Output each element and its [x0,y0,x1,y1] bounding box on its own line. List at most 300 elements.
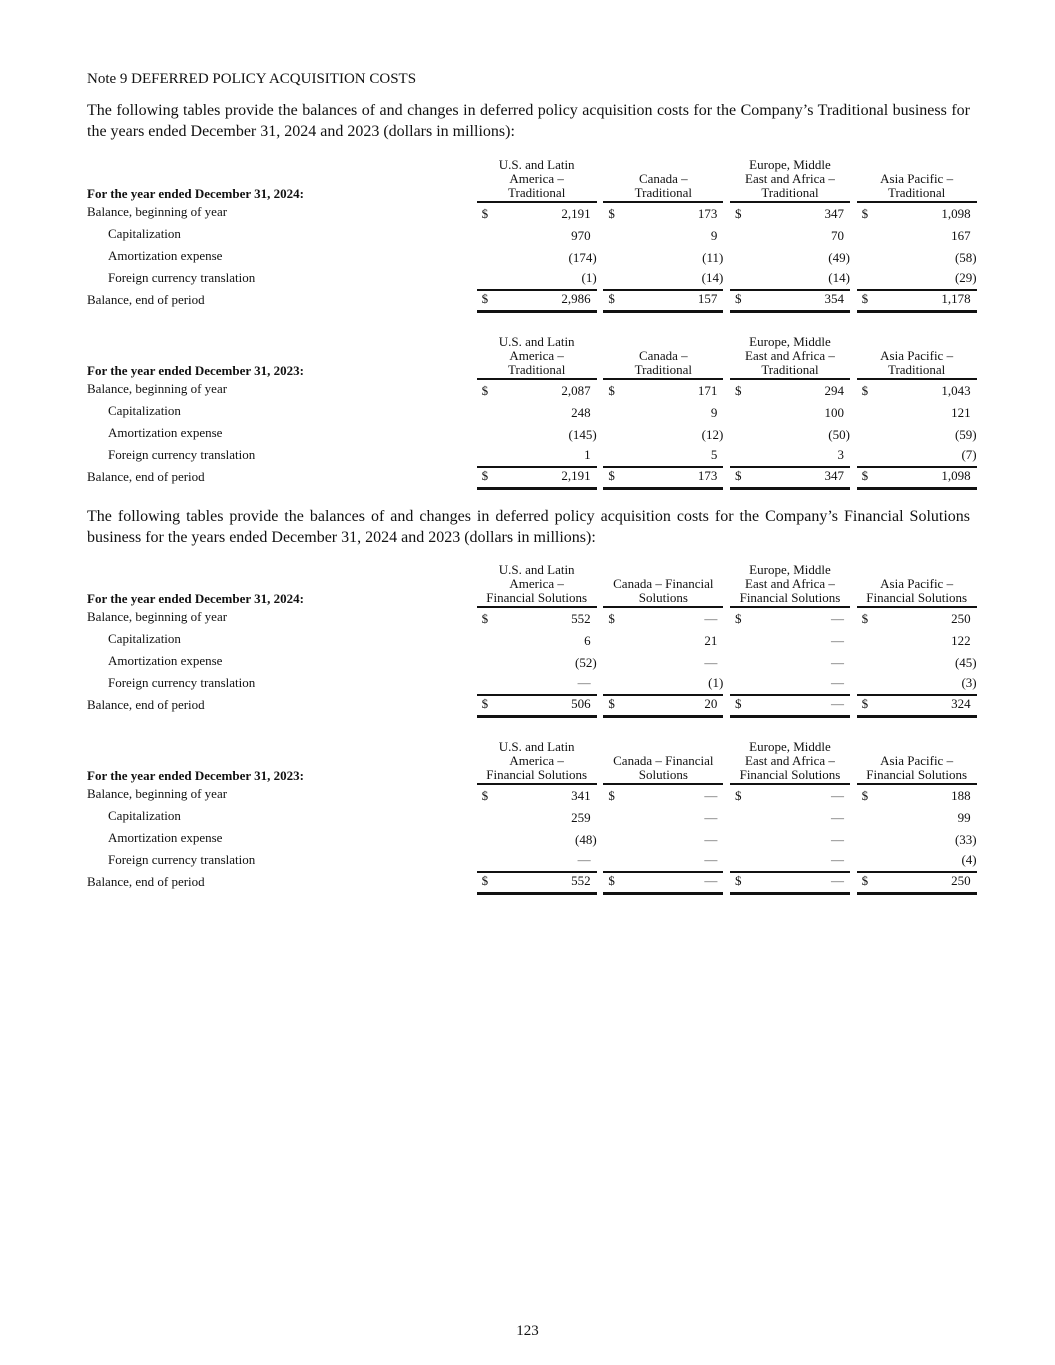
value-cell [730,873,850,895]
row-label: Balance, end of period [87,697,205,712]
value-cell [857,788,977,807]
value-cell [477,272,597,291]
value-cell [730,832,850,851]
value: — [830,788,844,803]
column-header-line: Traditional [887,362,946,377]
table-traditional-2023 [87,334,977,490]
value: 6 [584,633,591,648]
value: — [704,788,718,803]
value-cell [603,468,723,490]
value-cell [730,854,850,873]
row-label: Capitalization [108,631,181,646]
value: (50) [828,427,850,442]
value: 20 [704,696,718,711]
value-cell [730,696,850,718]
value-cell [477,655,597,674]
value-cell [477,677,597,696]
row-label: Amortization expense [108,248,223,263]
table-row [87,424,977,446]
column-header [603,349,723,380]
value: 2,986 [561,291,591,306]
value-cell [730,655,850,674]
table-row [87,247,977,269]
currency-symbol: $ [861,206,869,221]
currency-symbol: $ [608,611,615,626]
currency-symbol: $ [608,788,615,803]
value-cell [603,449,723,468]
currency-symbol: $ [481,468,489,483]
value-cell [730,468,850,490]
currency-symbol: $ [608,873,615,888]
value: 122 [951,633,971,648]
value-cell [857,272,977,291]
value: — [704,611,718,626]
value-cell [857,291,977,313]
value: (1) [708,675,724,690]
column-header-line: Canada – [638,171,688,186]
column-header-line: East and Africa – [745,753,835,768]
value: 294 [824,383,844,398]
value: 157 [697,291,718,306]
table-row [87,851,977,873]
value: — [830,696,844,711]
value-cell [857,228,977,247]
value: — [704,852,718,867]
currency-symbol: $ [861,383,869,398]
value-cell [603,405,723,424]
column-header-line: Canada – Financial [613,753,714,768]
value: (7) [961,447,977,462]
value-cell [477,449,597,468]
currency-symbol: $ [481,696,489,711]
value-cell [730,405,850,424]
value: (45) [954,655,977,670]
value: — [830,633,844,648]
currency-symbol: $ [481,206,489,221]
value-cell [730,383,850,402]
column-header-line: Europe, Middle [749,739,831,754]
value-cell [857,449,977,468]
value: 121 [951,405,971,420]
column-header-line: East and Africa – [745,576,835,591]
column-header [603,754,723,785]
value: 341 [571,788,591,803]
value-cell [477,250,597,269]
value-cell [477,810,597,829]
column-header-line: Traditional [634,362,692,377]
column-header-line: Asia Pacific – [880,171,954,186]
table-header [87,158,970,203]
value-cell [730,250,850,269]
column-header [603,577,723,608]
value: — [704,810,718,825]
value-cell [857,405,977,424]
column-header-line: Financial Solutions [866,590,967,605]
value: 347 [824,206,844,221]
value-cell [477,468,597,490]
value: — [830,675,844,690]
value-cell [857,611,977,630]
column-header-line: Financial Solutions [486,590,588,605]
table-title: For the year ended December 31, 2024: [87,186,304,201]
table-header [87,563,970,608]
value: 250 [951,873,971,888]
row-label: Balance, beginning of year [87,381,228,396]
column-header-line: U.S. and Latin [498,334,575,349]
currency-symbol: $ [734,291,742,306]
value-cell [857,873,977,895]
column-header-line: America – [509,753,564,768]
row-label: Balance, end of period [87,292,205,307]
column-header [730,335,850,380]
value-cell [603,427,723,446]
table-row [87,696,970,718]
value-cell [857,206,977,225]
value-cell [477,427,597,446]
table-title: For the year ended December 31, 2023: [87,768,304,783]
currency-symbol: $ [861,873,869,888]
value: 173 [697,206,718,221]
table-row [87,785,970,807]
column-header-line: Financial Solutions [866,767,967,782]
table-row [87,829,977,851]
column-header-line: Solutions [638,767,688,782]
value-cell [477,832,597,851]
value: — [830,655,844,670]
value: (174) [568,250,597,265]
value: — [830,832,844,847]
value: — [830,873,844,888]
table-traditional-2024 [87,157,977,313]
value: 100 [824,405,844,420]
value: (11) [702,250,724,265]
value-cell [603,696,723,718]
value-cell [603,633,723,652]
value: 167 [951,228,971,243]
value-cell [857,250,977,269]
column-header-line: Asia Pacific – [880,348,954,363]
column-header-line: Europe, Middle [749,334,831,349]
column-header-line: Traditional [761,362,819,377]
value: — [830,810,844,825]
value-cell [857,832,977,851]
row-label: Capitalization [108,403,181,418]
value: 552 [571,873,591,888]
column-header [730,158,850,203]
column-header-line: U.S. and Latin [498,562,575,577]
value-cell [857,383,977,402]
row-label: Balance, beginning of year [87,786,228,801]
table-row [87,873,970,895]
column-header-line: U.S. and Latin [498,157,575,172]
value-cell [603,810,723,829]
value: 970 [571,228,591,243]
row-label: Balance, end of period [87,874,205,889]
row-label: Amortization expense [108,425,223,440]
column-header-line: Solutions [638,590,688,605]
table-row [87,630,970,652]
column-header-line: America – [509,171,564,186]
value: — [704,655,718,670]
value-cell [477,854,597,873]
column-header-line: East and Africa – [745,348,835,363]
value: (3) [961,675,977,690]
currency-symbol: $ [734,788,742,803]
value-cell [730,206,850,225]
value: 259 [571,810,591,825]
value: (49) [828,250,850,265]
row-label: Capitalization [108,226,181,241]
value-cell [857,468,977,490]
column-header-line: Canada – Financial [613,576,714,591]
note-title: Note 9 DEFERRED POLICY ACQUISITION COSTS [87,71,417,87]
value-cell [857,633,977,652]
value-cell [477,633,597,652]
value: 70 [830,228,844,243]
value-cell [603,383,723,402]
table-row [87,468,970,490]
column-header-line: East and Africa – [745,171,835,186]
value: 1,098 [941,468,971,483]
value: (48) [574,832,597,847]
value-cell [603,611,723,630]
value: 1 [584,447,591,462]
value: 173 [697,468,718,483]
column-header-line: Traditional [634,185,692,200]
value: (52) [574,655,597,670]
column-header-line: America – [509,348,564,363]
currency-symbol: $ [861,611,869,626]
value: — [830,852,844,867]
value-cell [730,611,850,630]
row-label: Balance, beginning of year [87,609,228,624]
value: 248 [571,405,591,420]
value: — [704,873,718,888]
row-label: Foreign currency translation [108,447,256,462]
value: (14) [828,270,850,285]
table-row [87,380,970,402]
value: (33) [954,832,977,847]
value: (59) [954,427,977,442]
value-cell [603,206,723,225]
table-row [87,269,977,291]
value-cell [730,810,850,829]
value: 9 [710,228,718,243]
value: (29) [954,270,977,285]
column-header-line: Traditional [508,185,566,200]
value: 2,191 [561,206,591,221]
value: — [830,611,844,626]
currency-symbol: $ [481,788,489,803]
value-cell [477,873,597,895]
currency-symbol: $ [861,291,869,306]
table-row [87,291,970,313]
value-cell [603,832,723,851]
value: 5 [710,447,718,462]
row-label: Amortization expense [108,830,223,845]
table-row [87,402,970,424]
value-cell [603,873,723,895]
value-cell [603,655,723,674]
column-header-line: Canada – [638,348,688,363]
value: 552 [571,611,591,626]
value: 2,087 [561,383,591,398]
value: 506 [571,696,591,711]
table-row [87,203,970,225]
column-header-line: Traditional [761,185,819,200]
column-header-line: Financial Solutions [486,767,588,782]
row-label: Foreign currency translation [108,852,256,867]
value-cell [730,788,850,807]
value: (145) [568,427,597,442]
value-cell [730,633,850,652]
value: 9 [710,405,718,420]
value-cell [477,405,597,424]
column-header-line: Asia Pacific – [880,576,954,591]
value-cell [477,696,597,718]
intro-financial-solutions: The following tables provide the balances of and changes in deferred policy acquisition costs for the Company’s Financial Solutions business for the years ended December 31, 2024 and 2023 (dollars in millions): [87,508,970,546]
column-header-line: Financial Solutions [739,590,841,605]
currency-symbol: $ [734,696,742,711]
value: — [704,832,718,847]
value-cell [857,696,977,718]
value-cell [730,677,850,696]
currency-symbol: $ [861,788,869,803]
currency-symbol: $ [608,696,615,711]
row-label: Amortization expense [108,653,223,668]
row-label: Foreign currency translation [108,675,256,690]
value-cell [477,228,597,247]
value: 99 [957,810,971,825]
column-header [477,335,597,380]
value-cell [857,655,977,674]
column-header-line: U.S. and Latin [498,739,575,754]
value: 347 [824,468,844,483]
value: 324 [951,696,971,711]
value: (4) [961,852,977,867]
currency-symbol: $ [481,383,489,398]
value-cell [857,677,977,696]
table-row [87,674,977,696]
column-header [730,740,850,785]
value: 3 [837,447,844,462]
column-header [857,754,977,785]
value: (58) [954,250,977,265]
value-cell [477,383,597,402]
row-label: Balance, beginning of year [87,204,228,219]
page-number: 123 [516,1323,539,1339]
column-header [477,740,597,785]
value-cell [730,427,850,446]
value: — [577,852,591,867]
value-cell [603,291,723,313]
value-cell [730,272,850,291]
value: (12) [701,427,724,442]
value: (1) [581,270,597,285]
value-cell [857,810,977,829]
column-header [477,158,597,203]
value-cell [603,677,723,696]
value: 1,178 [941,291,971,306]
column-header [857,349,977,380]
value-cell [477,291,597,313]
column-header-line: America – [509,576,564,591]
column-header-line: Traditional [508,362,566,377]
currency-symbol: $ [734,206,742,221]
table-title: For the year ended December 31, 2023: [87,363,304,378]
table-row [87,608,970,630]
value: 250 [951,611,971,626]
column-header [477,563,597,608]
currency-symbol: $ [734,873,742,888]
column-header [603,172,723,203]
table-row [87,807,970,829]
value-cell [603,854,723,873]
currency-symbol: $ [481,873,489,888]
currency-symbol: $ [481,611,489,626]
table-financial-solutions-2024 [87,562,977,718]
row-label: Capitalization [108,808,181,823]
value: 1,043 [941,383,971,398]
column-header-line: Europe, Middle [749,157,831,172]
value-cell [477,611,597,630]
value: 21 [704,633,718,648]
table-row [87,446,977,468]
row-label: Foreign currency translation [108,270,256,285]
value: 171 [697,383,718,398]
value-cell [603,788,723,807]
value: — [577,675,591,690]
value: 2,191 [561,468,591,483]
value: (14) [701,270,724,285]
table-row [87,652,977,674]
value-cell [603,228,723,247]
value-cell [477,206,597,225]
currency-symbol: $ [481,291,489,306]
table-header [87,335,970,380]
currency-symbol: $ [608,468,615,483]
currency-symbol: $ [734,468,742,483]
intro-traditional: The following tables provide the balances of and changes in deferred policy acquisition costs for the Company’s Traditional business for the years ended December 31, 2024 and 2023 (dollars in millions): [87,102,970,140]
column-header [857,577,977,608]
column-header-line: Traditional [887,185,946,200]
column-header [857,172,977,203]
column-header [730,563,850,608]
column-header-line: Asia Pacific – [880,753,954,768]
column-header-line: Europe, Middle [749,562,831,577]
column-header-line: Financial Solutions [739,767,841,782]
currency-symbol: $ [608,383,615,398]
value: 1,098 [941,206,971,221]
value-cell [857,427,977,446]
value-cell [730,449,850,468]
value-cell [603,272,723,291]
currency-symbol: $ [734,383,742,398]
table-header [87,740,970,785]
table-title: For the year ended December 31, 2024: [87,591,304,606]
value: 354 [824,291,844,306]
value-cell [730,228,850,247]
table-row [87,225,970,247]
currency-symbol: $ [861,468,869,483]
table-financial-solutions-2023 [87,739,977,895]
value-cell [603,250,723,269]
value-cell [857,854,977,873]
value-cell [477,788,597,807]
row-label: Balance, end of period [87,469,205,484]
currency-symbol: $ [608,291,615,306]
value: 188 [951,788,971,803]
